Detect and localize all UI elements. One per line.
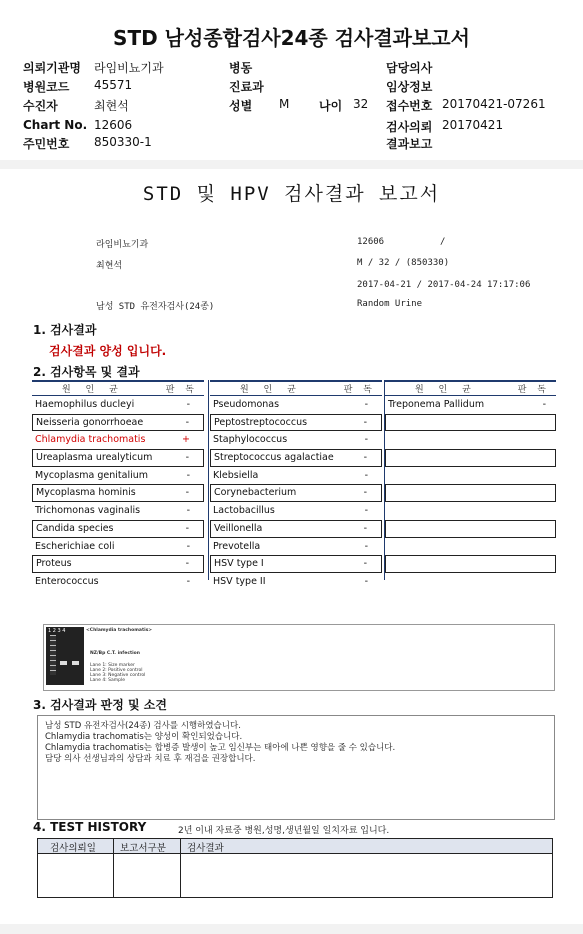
table-row-empty [385,432,556,448]
sample-band [72,661,79,665]
section-opinion-title: 3. 검사결과 판정 및 소견 [33,698,167,712]
patient-sex-age: M / 32 / (850330) [357,258,450,268]
table-row: Mycoplasma genitalium - [35,469,190,481]
section-history-title: 4. TEST HISTORY [33,820,147,834]
table-row: Enterococcus - [35,575,190,587]
clinic-value: 라임비뇨기과 [94,61,164,75]
table-row-positive: Chlamydia trachomatis + [35,434,190,446]
history-col-report-type: 보고서구분 [120,843,166,854]
table-row-empty [385,520,556,538]
gel-legend-item: Lane 1: Size marker [90,663,135,668]
table-row: Trichomonas vaginalis - [35,505,190,517]
organism-header: 원 인 균 [62,385,124,395]
age-label: 나이 [319,99,343,113]
receipt-no-label: 접수번호 [386,99,433,113]
request-report-dates: 2017-04-21 / 2017-04-24 17:17:06 [357,280,531,290]
table-row: Prevotella - [213,540,368,552]
table-row: Candida species - [32,520,204,538]
gel-legend-item: Lane 2: Positive control [90,668,143,673]
ward-label: 병동 [229,61,253,75]
opinion-line: Chlamydia trachomatis는 양성이 확인되었습니다. [45,732,243,742]
history-col-result: 검사결과 [187,843,224,854]
table-row: Pseudomonas - [213,399,368,410]
table-row: Haemophilus ducleyi - [35,399,190,410]
gel-image-panel [43,624,555,691]
section-items-title: 2. 검사항목 및 결과 [33,365,140,379]
organism-header: 원 인 균 [240,385,302,395]
doctor-label: 담당의사 [386,61,433,75]
resident-no-value: 850330-1 [94,135,152,149]
info-chart [23,118,133,132]
table-row: Corynebacterium - [210,484,382,502]
table-row: Treponema Pallidum - [388,399,546,410]
info-hospital-code [23,78,133,95]
table-row: Ureaplasma urealyticum - [32,449,204,467]
result-column-1 [32,380,204,590]
hospital-code-label: 병원코드 [23,80,70,94]
positive-message: 검사결과 양성 입니다. [49,344,167,358]
positive-band [60,661,67,665]
report2-title: STD 및 HPV 검사결과 보고서 [142,183,441,205]
chart-number: 12606 [357,237,385,247]
table-row-empty [385,449,556,467]
patient-label: 수진자 [23,99,58,113]
specimen: Random Urine [357,299,423,309]
result-column-2 [210,380,382,590]
history-header-row [38,839,552,854]
table-row: Neisseria gonorrhoeae - [32,414,204,432]
chart-label: Chart No. [23,118,88,132]
sex-label: 성별 [229,99,253,113]
table-row: Escherichiae coli - [35,540,190,552]
gel-image [46,627,84,685]
section-result-title: 1. 검사결과 [33,323,97,337]
table-row-empty [385,414,556,432]
table-row-empty [385,468,556,484]
clinic-name: 라임비뇨기과 [96,240,149,250]
table-row: Staphylococcus - [213,434,368,446]
gel-legend-item: Lane 3: Negative control [90,673,146,678]
resident-no-label: 주민번호 [23,137,70,151]
history-divider [180,839,181,897]
result-header: 판 독 [343,385,376,395]
table-row: HSV type II - [213,575,368,587]
table-row-empty [385,555,556,573]
table-row: Streptococcus agalactiae - [210,449,382,467]
info-patient [23,97,129,114]
dept-label: 진료과 [229,80,264,94]
info-clinic [23,59,164,76]
lane-numbers: 1 2 3 4 [48,628,66,634]
age-value: 32 [353,97,369,111]
result-column-3 [385,380,556,590]
column-header [32,380,204,396]
history-note: 2년 이내 자료중 병원,성명,생년월일 일치자료 입니다. [178,826,390,836]
table-row: Proteus - [32,555,204,573]
gel-band-label: NZ/Bp C.T. infection [90,651,140,656]
opinion-box [37,715,555,820]
patient-name: 최현석 [96,261,123,271]
result-header: 판 독 [517,385,550,395]
table-row: Peptostreptococcus - [210,414,382,432]
table-row: Klebsiella - [213,469,368,481]
result-header: 판 독 [165,385,198,395]
clinical-info-label: 임상정보 [386,80,433,94]
patient-value: 최현석 [94,99,129,113]
table-row-empty [385,539,556,555]
opinion-line: 남성 STD 유전자검사(24종) 검사를 시행하였습니다. [45,721,241,731]
table-row-empty [385,484,556,502]
chart-value: 12606 [94,118,133,132]
column-header [210,380,382,396]
gel-legend-item: Lane 4: Sample [90,678,125,683]
request-date-value: 20170421 [442,118,504,132]
info-resident-no [23,135,152,152]
history-divider [113,839,114,897]
column-header [385,380,556,396]
table-row-empty [385,503,556,519]
gel-caption: <Chlamydia trachomatis> [86,628,153,633]
organism-header: 원 인 균 [415,385,477,395]
receipt-no-value: 20170421-07261 [442,97,546,111]
opinion-line: Chlamydia trachomatis는 합병증 발생이 높고 임신부는 태아에 나쁜 영향을 줄 수 있습니다. [45,743,396,753]
table-row: HSV type I - [210,555,382,573]
table-row: Veillonella - [210,520,382,538]
test-name: 남성 STD 유전자검사(24종) [96,302,215,312]
request-date-label: 검사의뢰 [386,120,433,134]
table-row: Lactobacillus - [213,505,368,517]
history-table [37,838,553,898]
result-report-sheet [0,169,583,924]
sex-value: M [279,97,290,111]
history-col-request-date: 검사의뢰일 [50,843,96,854]
report-title: STD 남성종합검사24종 검사결과보고서 [113,26,470,50]
opinion-line: 담당 의사 선생님과의 상담과 치료 후 재검을 권장합니다. [45,754,256,764]
column-divider [208,380,209,580]
table-row: Mycoplasma hominis - [32,484,204,502]
clinic-label: 의뢰기관명 [23,61,81,75]
table-row-empty [385,574,556,590]
report-header-sheet [0,0,583,160]
report-date-label: 결과보고 [386,137,433,151]
hospital-code-value: 45571 [94,78,133,92]
chart-slash: / [440,237,446,247]
marker-lane [50,635,56,675]
